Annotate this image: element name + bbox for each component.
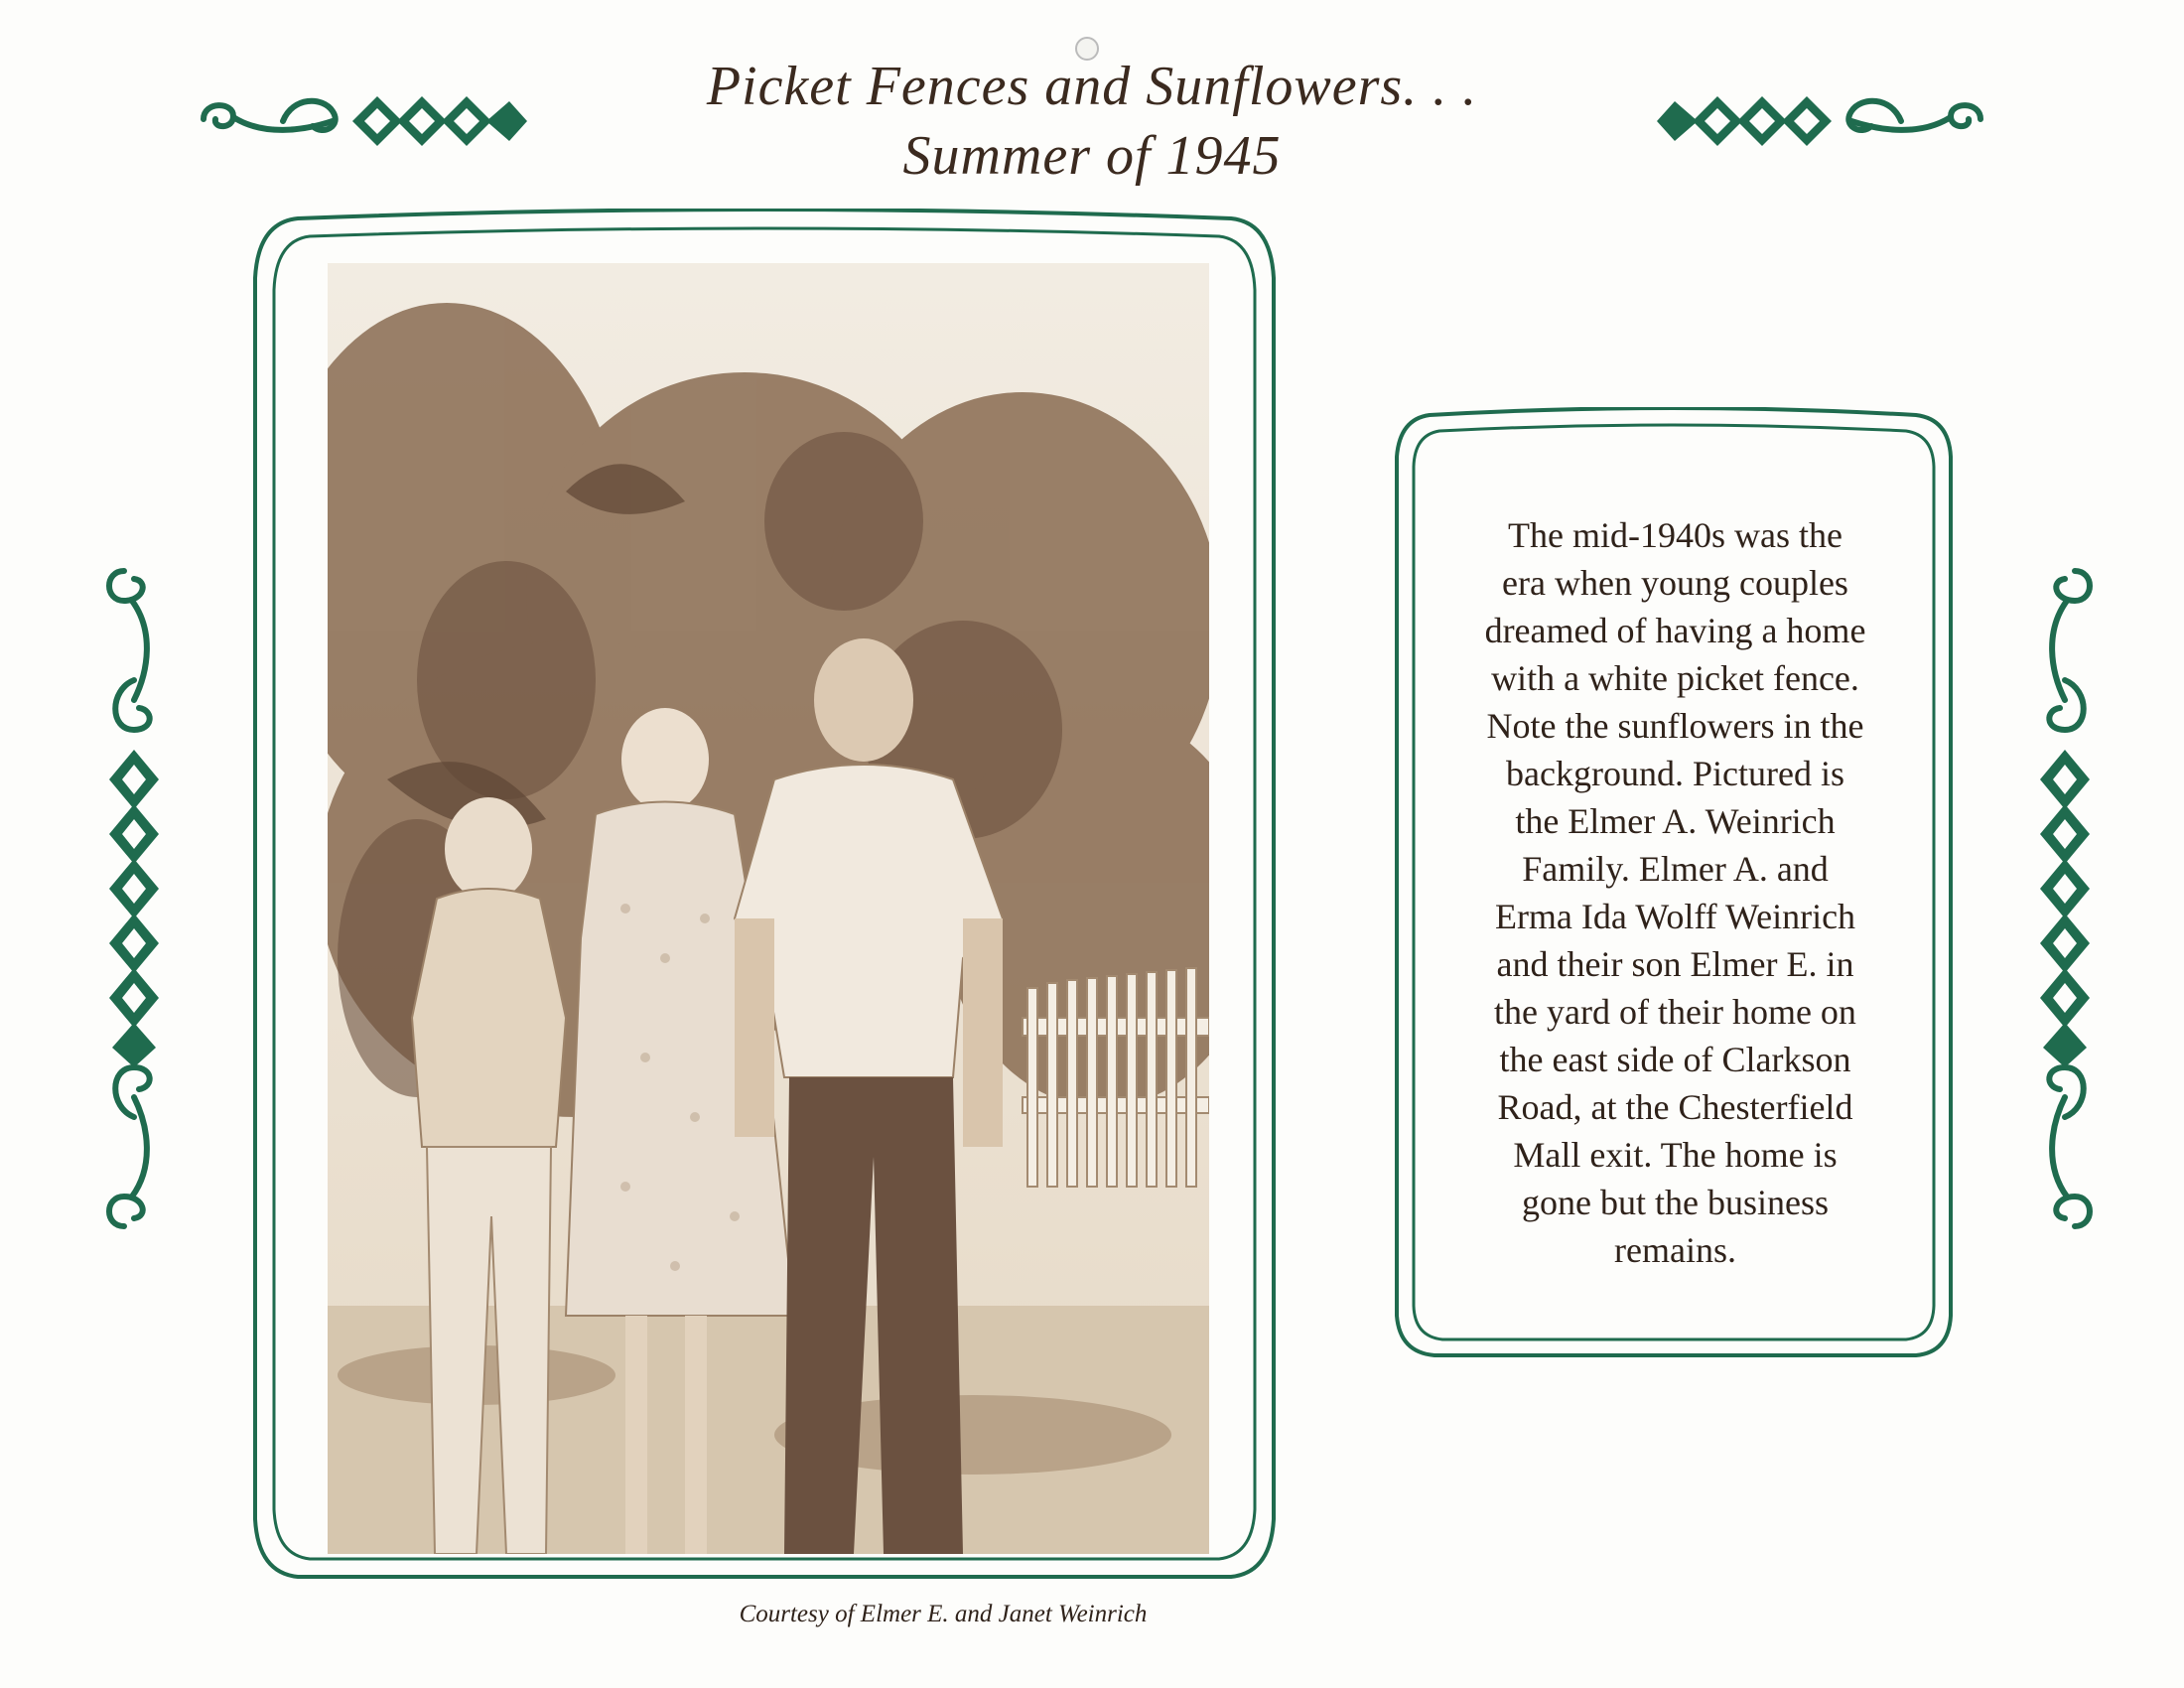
description-line: the yard of their home on bbox=[1494, 992, 1856, 1032]
description-line: Road, at the Chesterfield bbox=[1497, 1087, 1853, 1127]
description-line: with a white picket fence. bbox=[1491, 658, 1859, 698]
description-line: Note the sunflowers in the bbox=[1486, 706, 1864, 746]
description-line: Family. Elmer A. and bbox=[1522, 849, 1829, 889]
description-line: gone but the business bbox=[1522, 1183, 1829, 1222]
description-line: dreamed of having a home bbox=[1484, 611, 1866, 650]
family-photograph bbox=[328, 263, 1209, 1554]
description-line: background. Pictured is bbox=[1506, 754, 1844, 793]
description-line: the east side of Clarkson bbox=[1499, 1040, 1851, 1079]
description-line: the Elmer A. Weinrich bbox=[1515, 801, 1836, 841]
flourish-ornament-left bbox=[94, 561, 174, 1236]
description-line: remains. bbox=[1614, 1230, 1736, 1270]
description-line: and their son Elmer E. in bbox=[1496, 944, 1854, 984]
description-text bbox=[1430, 511, 1921, 1274]
description-line: Mall exit. The home is bbox=[1513, 1135, 1838, 1175]
flourish-ornament-top-left bbox=[194, 81, 531, 161]
title-line-1: Picket Fences and Sunflowers. . . bbox=[706, 56, 1478, 117]
flourish-ornament-right bbox=[2025, 561, 2105, 1236]
photo-credit-caption: Courtesy of Elmer E. and Janet Weinrich bbox=[739, 1601, 1148, 1627]
description-line: Erma Ida Wolff Weinrich bbox=[1494, 897, 1856, 936]
description-line: era when young couples bbox=[1502, 563, 1848, 603]
flourish-ornament-top-right bbox=[1653, 81, 1990, 161]
description-line: The mid-1940s was the bbox=[1508, 515, 1843, 555]
page-title bbox=[596, 52, 1588, 191]
title-line-2: Summer of 1945 bbox=[902, 125, 1282, 187]
